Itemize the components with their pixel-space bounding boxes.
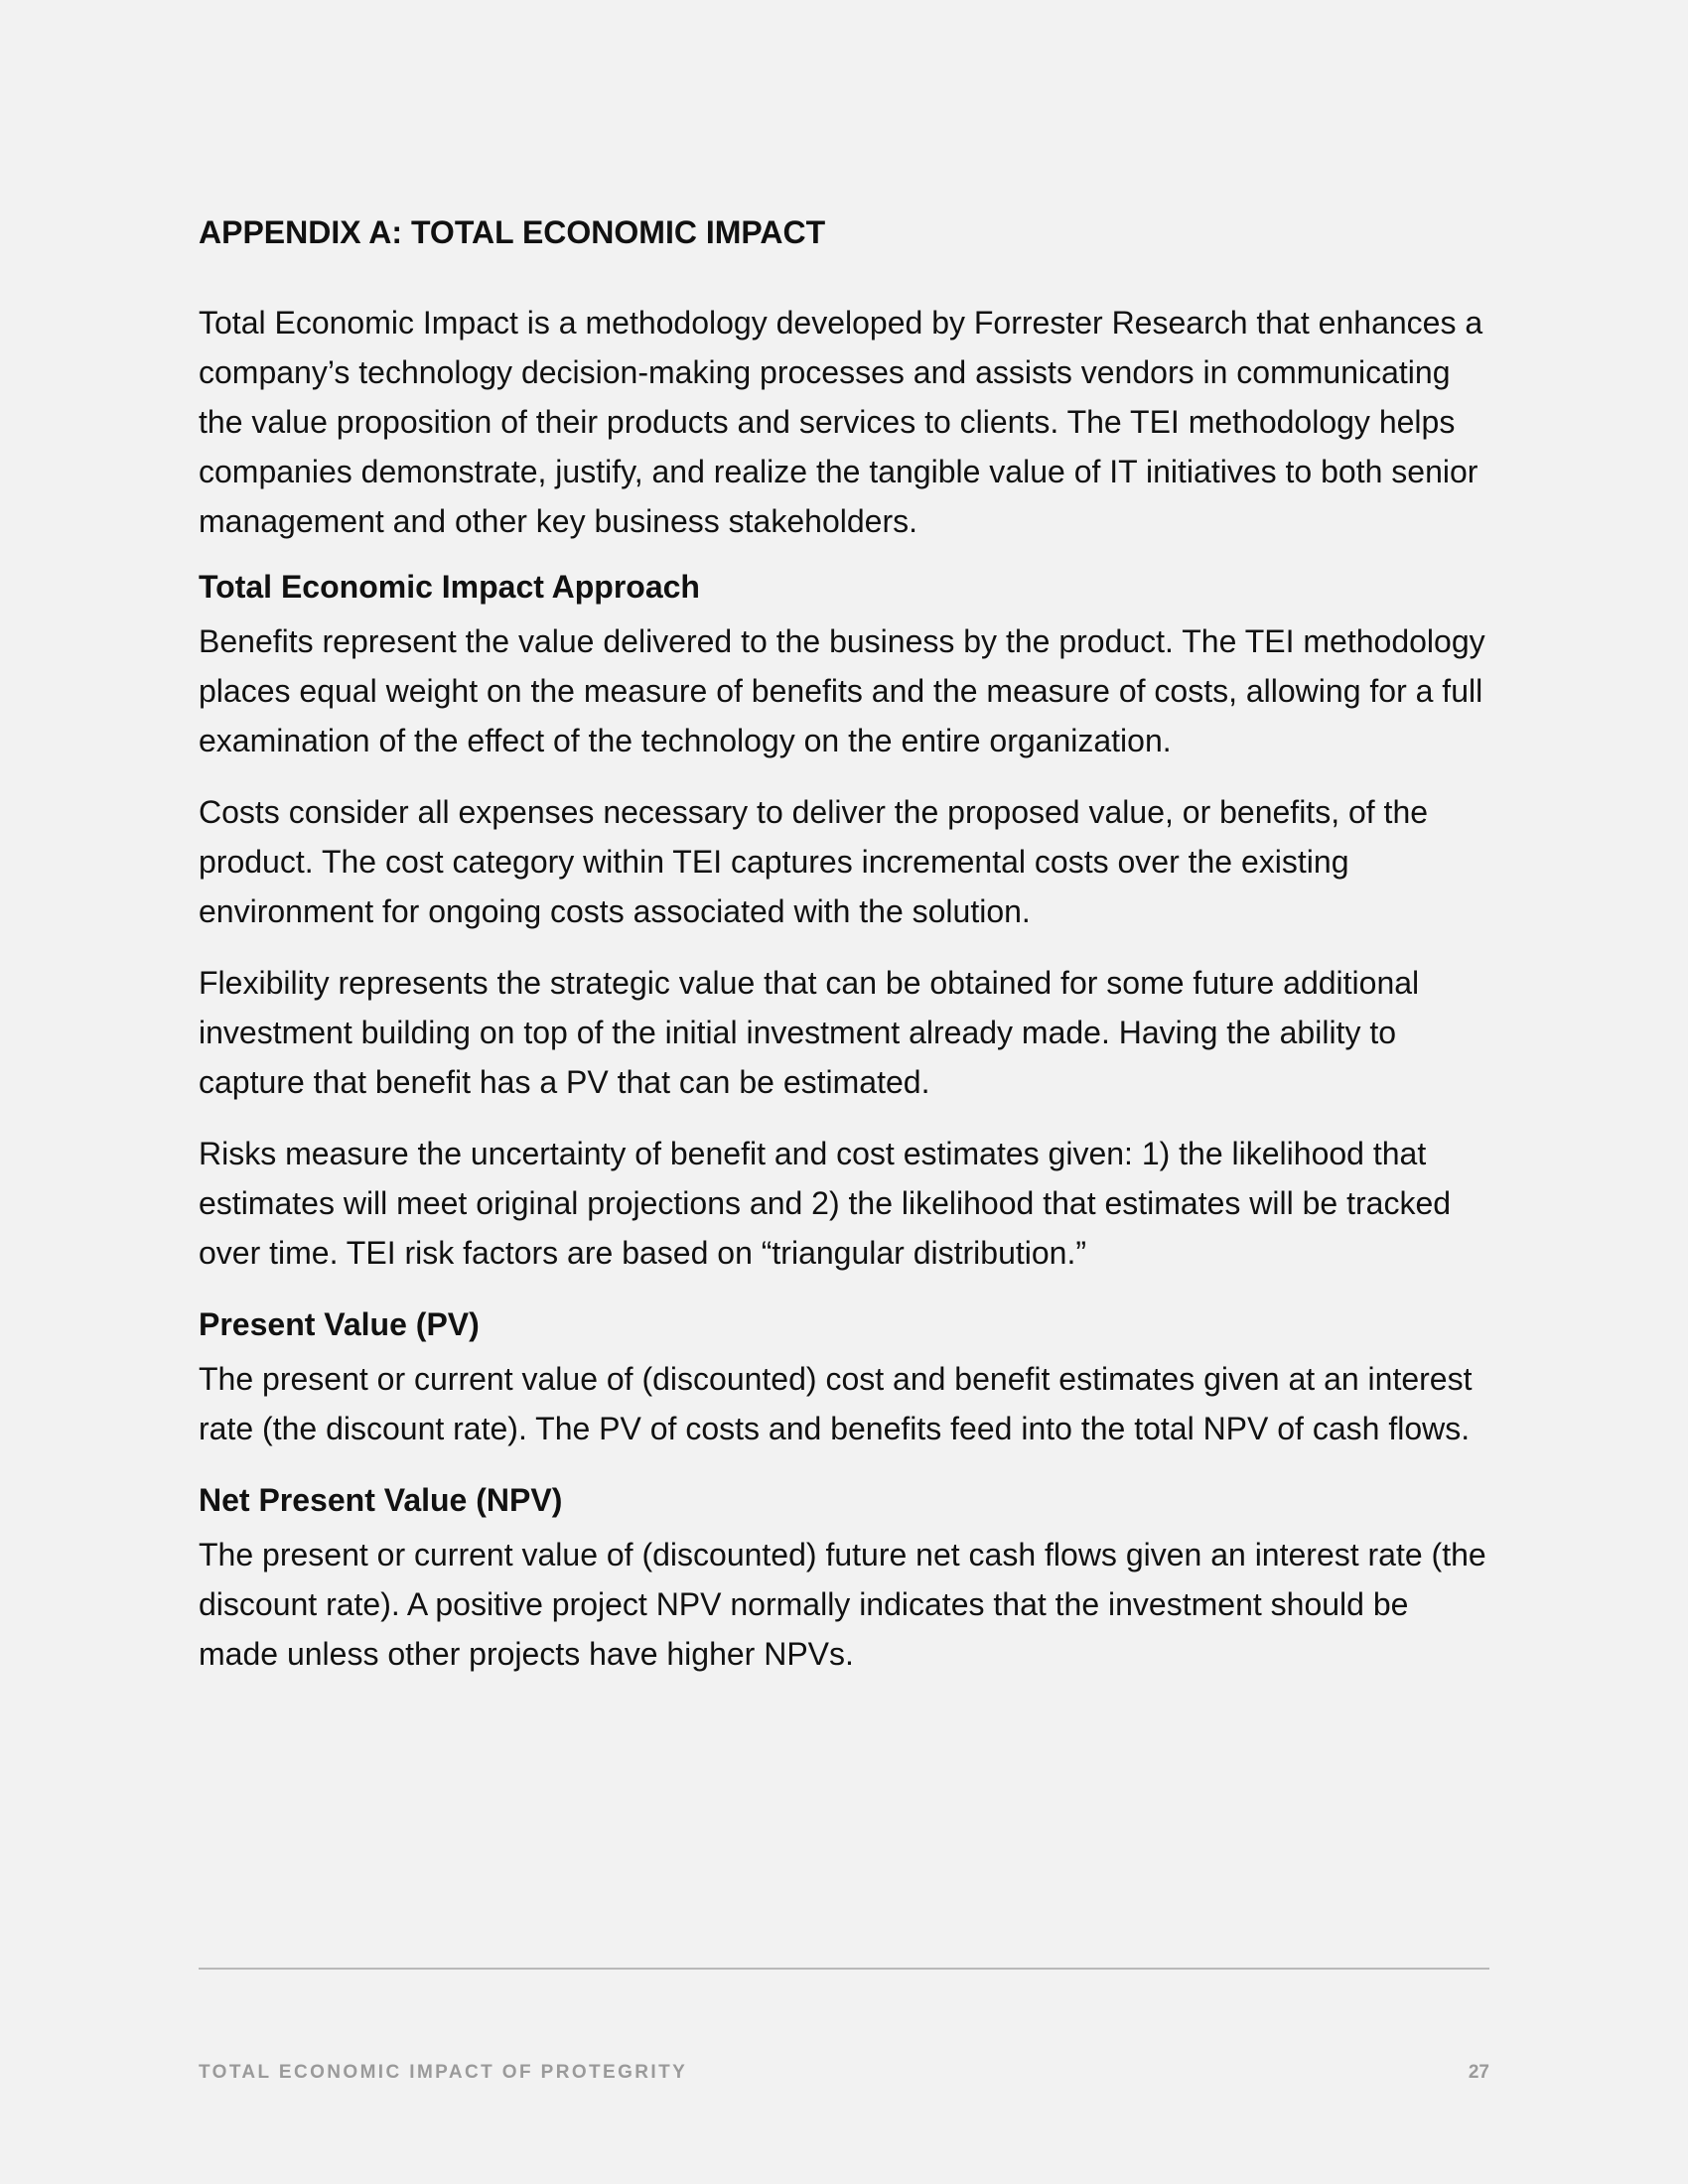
section-heading-present-value: Present Value (PV) (199, 1306, 480, 1342)
page-content (199, 208, 1489, 1701)
paragraph-costs: Costs consider all expenses necessary to deliver the proposed value, or benefits, of the product. The cost category within TEI captures incremental costs over the existing environment for ongoing costs associated with the solution. (199, 794, 1429, 929)
page-number: 27 (1468, 2062, 1489, 2083)
paragraph-risks: Risks measure the uncertainty of benefit and cost estimates given: 1) the likelihood that estimates will meet original projections and 2) the likelihood that estimates will be tracked over time. TEI risk factors are based on “triangular distribution.” (199, 1136, 1452, 1271)
paragraph-present-value: The present or current value of (discounted) cost and benefit estimates given at an interest rate (the discount rate). The PV of costs and benefits feed into the total NPV of cash flows. (199, 1361, 1473, 1446)
section-heading-net-present-value: Net Present Value (NPV) (199, 1482, 563, 1518)
paragraph-net-present-value: The present or current value of (discounted) future net cash flows given an interest rate (the discount rate). A positive project NPV normally indicates that the investment should be made unless other projects have higher NPVs. (199, 1537, 1486, 1672)
paragraph-benefits: Benefits represent the value delivered to the business by the product. The TEI methodology places equal weight on the measure of benefits and the measure of costs, allowing for a full examination of the effect of the technology on the entire organization. (199, 623, 1485, 758)
footer-running-title: TOTAL ECONOMIC IMPACT OF PROTEGRITY (199, 2062, 688, 2083)
paragraph-flexibility: Flexibility represents the strategic value that can be obtained for some future additional investment building on top of the initial investment already made. Having the ability to capture that benefit has a PV that can be estimated. (199, 965, 1420, 1100)
footer-divider (199, 1968, 1489, 1970)
intro-paragraph: Total Economic Impact is a methodology developed by Forrester Research that enhances a company’s technology decision-making processes and assists vendors in communicating the value proposition of their products and services to clients. The TEI methodology helps companies demonstrate, justify, and realize the tangible value of IT initiatives to both senior management and other key business stakeholders. (199, 305, 1483, 539)
section-heading-tei-approach: Total Economic Impact Approach (199, 569, 700, 605)
appendix-title: APPENDIX A: TOTAL ECONOMIC IMPACT (199, 214, 826, 250)
